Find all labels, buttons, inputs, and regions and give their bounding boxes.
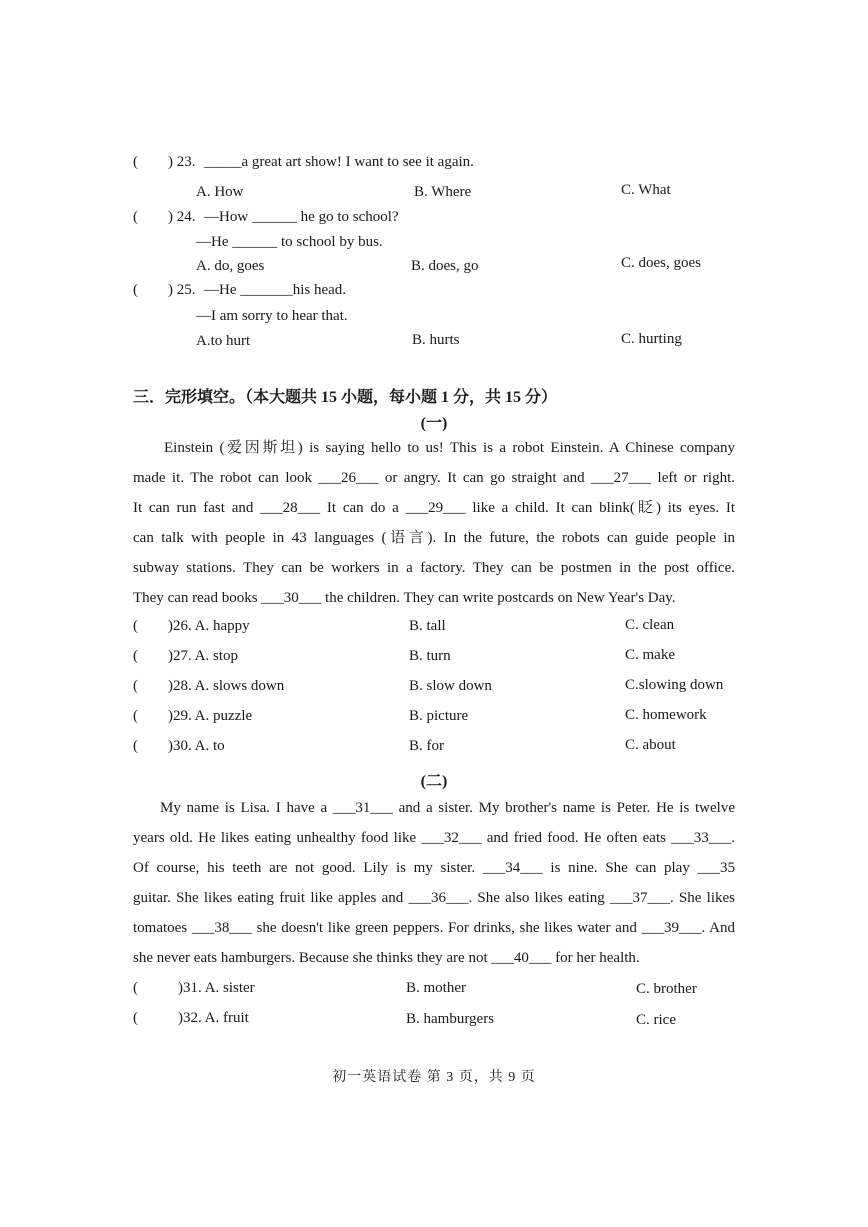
- q27-option-b: B. turn: [409, 648, 451, 664]
- q24-stem-line2: —He ______ to school by bus.: [196, 234, 383, 250]
- q32-paren: (: [133, 1010, 138, 1026]
- q25-option-c: C. hurting: [621, 331, 682, 347]
- passage-1: [133, 433, 735, 613]
- q29-option-c: C. homework: [625, 707, 707, 723]
- q31-paren: (: [133, 980, 138, 996]
- q25-option-a: A.to hurt: [196, 333, 251, 349]
- q27-option-c: C. make: [625, 647, 675, 663]
- q31-option-c: C. brother: [636, 981, 697, 997]
- q24-option-a: A. do, goes: [196, 258, 265, 274]
- passage-2-line: guitar. She likes eating fruit like apples and ___36___. She also likes eating ___37___. She likes: [133, 890, 735, 906]
- passage-2-line: My name is Lisa. I have a ___31___ and a sister. My brother's name is Peter. He is twelve: [160, 800, 735, 816]
- passage-1-line: can talk with people in 43 languages (语言). In the future, the robots can guide people in: [133, 530, 735, 546]
- q26-option-c: C. clean: [625, 617, 675, 633]
- q29-option-b: B. picture: [409, 708, 469, 724]
- q26-option-b: B. tall: [409, 618, 446, 634]
- q31-option-b: B. mother: [406, 980, 466, 996]
- section3-heading: 三．完形填空。（本大题共 15 小题，每小题 1 分，共 15 分）: [133, 389, 558, 406]
- q23-number: ) 23.: [168, 154, 196, 170]
- q30-option-c: C. about: [625, 737, 676, 753]
- passage-2-line: years old. He likes eating unhealthy food like ___32___ and fried food. He often eats ___33___.: [133, 830, 735, 846]
- passage-1-line: Einstein (爱因斯坦) is saying hello to us! This is a robot Einstein. A Chinese company: [164, 440, 735, 456]
- q25-number: ) 25.: [168, 282, 196, 298]
- q27-paren: (: [133, 648, 138, 664]
- q26-option-a: )26. A. happy: [168, 618, 250, 634]
- q25-paren: (: [133, 282, 138, 298]
- passage-2: [133, 793, 735, 973]
- q26-paren: (: [133, 618, 138, 634]
- q27-option-a: )27. A. stop: [168, 648, 239, 664]
- passage-1-line: subway stations. They can be workers in a factory. They can be postmen in the post office.: [133, 560, 735, 576]
- q28-option-b: B. slow down: [409, 678, 492, 694]
- q23-paren: (: [133, 154, 138, 170]
- q23-option-c: C. What: [621, 182, 671, 198]
- q25-stem-line1: —He _______his head.: [204, 282, 347, 298]
- q25-stem-line2: —I am sorry to hear that.: [196, 308, 348, 324]
- q29-option-a: )29. A. puzzle: [168, 708, 253, 724]
- q28-option-c: C.slowing down: [625, 677, 724, 693]
- q24-number: ) 24.: [168, 209, 196, 225]
- q32-option-c: C. rice: [636, 1012, 676, 1028]
- page-footer: 初一英语试卷 第 3 页，共 9 页: [332, 1070, 536, 1085]
- part1-label: (一): [420, 415, 448, 432]
- q30-option-a: )30. A. to: [168, 738, 225, 754]
- q24-stem-line1: —How ______ he go to school?: [204, 209, 399, 225]
- q25-option-b: B. hurts: [412, 332, 460, 348]
- passage-2-line: she never eats hamburgers. Because she thinks they are not ___40___ for her health.: [133, 950, 640, 966]
- passage-2-line: tomatoes ___38___ she doesn't like green peppers. For drinks, she likes water and ___39___. And: [133, 920, 735, 936]
- q32-option-b: B. hamburgers: [406, 1011, 495, 1027]
- q23-option-b: B. Where: [414, 184, 472, 200]
- q29-paren: (: [133, 708, 138, 724]
- q32-option-a: )32. A. fruit: [178, 1010, 249, 1026]
- passage-1-line: made it. The robot can look ___26___ or angry. It can go straight and ___27___ left or right.: [133, 470, 735, 486]
- q30-paren: (: [133, 738, 138, 754]
- passage-2-line: Of course, his teeth are not good. Lily is my sister. ___34___ is nine. She can play ___35: [133, 860, 735, 876]
- passage-1-line: It can run fast and ___28___ It can do a ___29___ like a child. It can blink(眨) its eyes. It: [133, 500, 735, 516]
- q23-stem: _____a great art show! I want to see it again.: [204, 154, 474, 170]
- part2-label: (二): [420, 773, 448, 790]
- q24-paren: (: [133, 209, 138, 225]
- q28-option-a: )28. A. slows down: [168, 678, 285, 694]
- q30-option-b: B. for: [409, 738, 444, 754]
- passage-1-line: They can read books ___30___ the children. They can write postcards on New Year's Day.: [133, 590, 676, 606]
- q23-option-a: A. How: [196, 184, 244, 200]
- q28-paren: (: [133, 678, 138, 694]
- q24-option-b: B. does, go: [411, 258, 479, 274]
- q31-option-a: )31. A. sister: [178, 980, 255, 996]
- q24-option-c: C. does, goes: [621, 255, 701, 271]
